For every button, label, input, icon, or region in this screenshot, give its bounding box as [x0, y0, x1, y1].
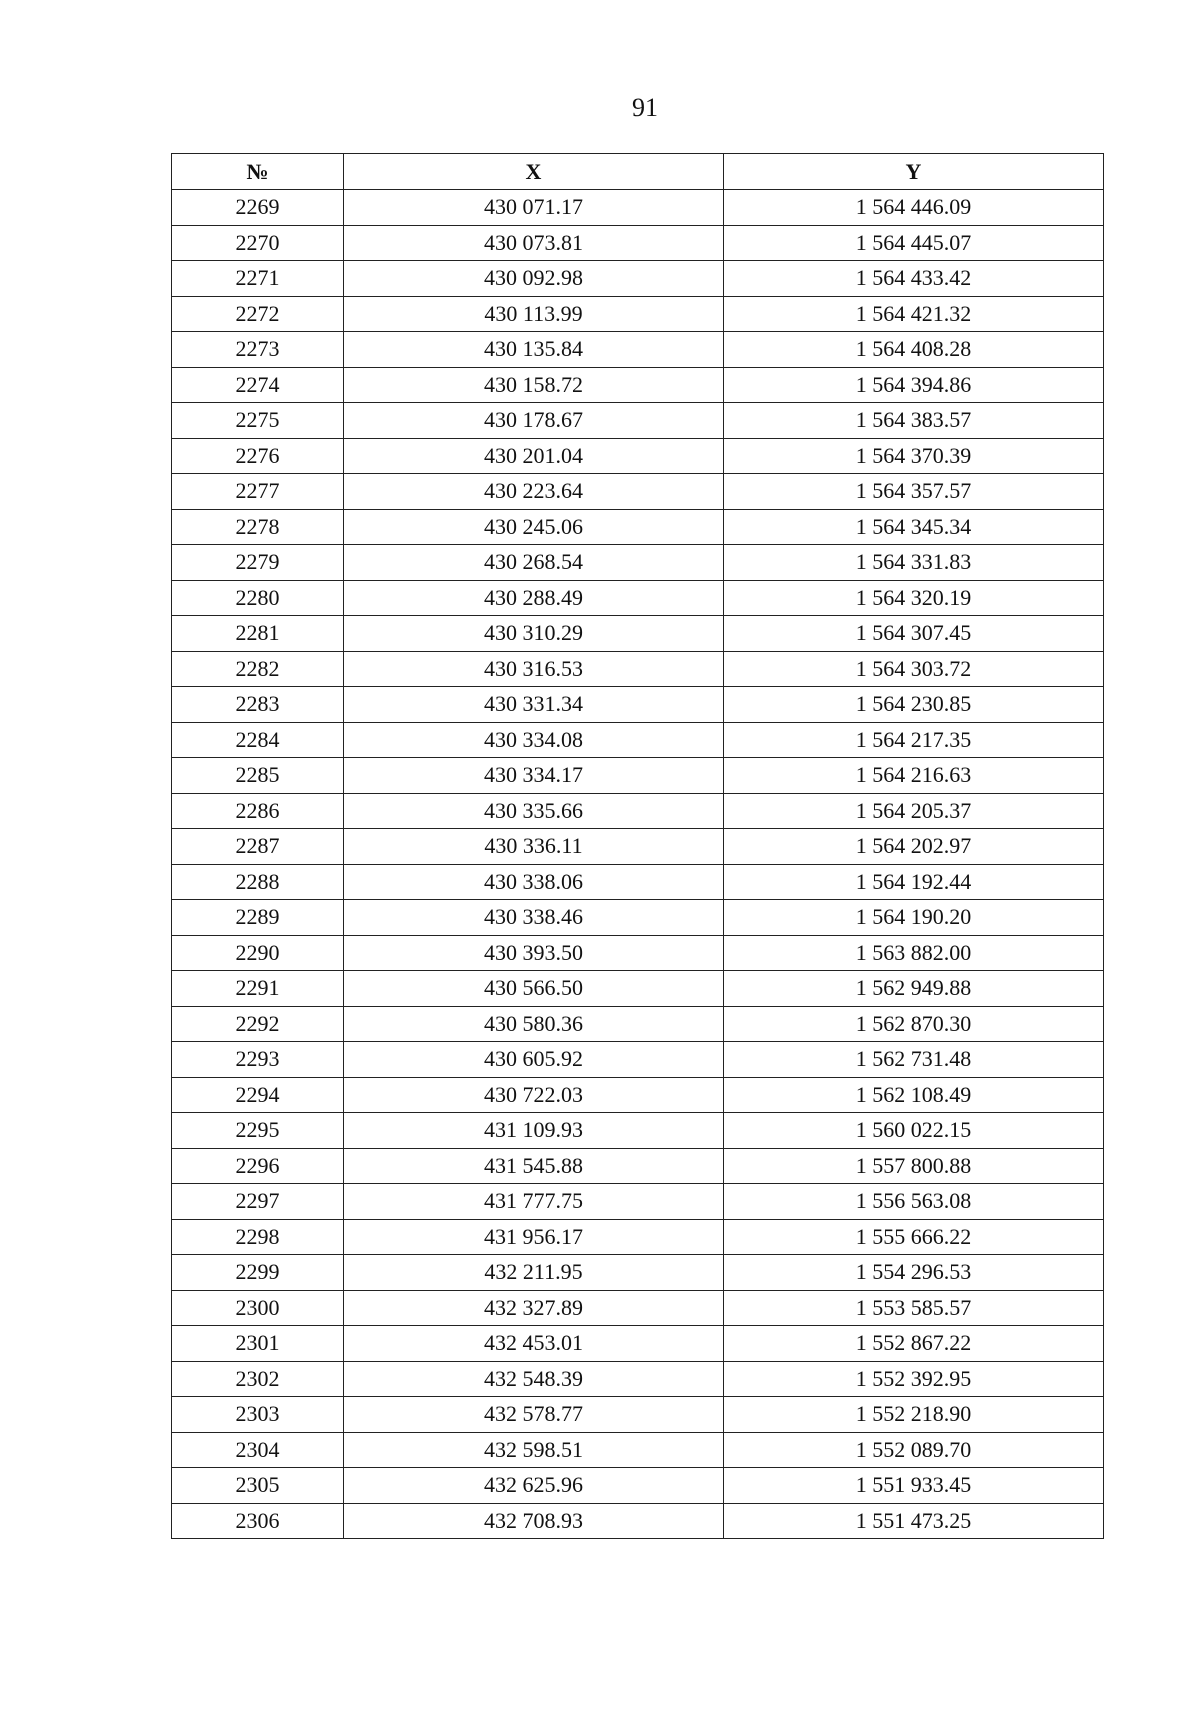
page-number: 91	[632, 93, 658, 122]
cell-y: 1 564 190.20	[724, 900, 1104, 936]
cell-y: 1 564 202.97	[724, 829, 1104, 865]
table-row	[172, 474, 1104, 510]
cell-x: 431 777.75	[344, 1184, 724, 1220]
cell-y: 1 564 394.86	[724, 367, 1104, 403]
table-header-row	[172, 154, 1104, 190]
table-row	[172, 545, 1104, 581]
cell-x: 430 071.17	[344, 190, 724, 226]
cell-y: 1 552 392.95	[724, 1361, 1104, 1397]
cell-x: 430 338.06	[344, 864, 724, 900]
cell-x: 430 338.46	[344, 900, 724, 936]
cell-x: 430 073.81	[344, 225, 724, 261]
cell-number: 2290	[172, 935, 344, 971]
cell-number: 2302	[172, 1361, 344, 1397]
cell-y: 1 564 433.42	[724, 261, 1104, 297]
cell-number: 2278	[172, 509, 344, 545]
cell-x: 430 566.50	[344, 971, 724, 1007]
table-row	[172, 1077, 1104, 1113]
table-row	[172, 722, 1104, 758]
cell-x: 430 158.72	[344, 367, 724, 403]
cell-number: 2272	[172, 296, 344, 332]
cell-x: 430 178.67	[344, 403, 724, 439]
cell-x: 432 548.39	[344, 1361, 724, 1397]
cell-number: 2293	[172, 1042, 344, 1078]
table-row	[172, 1361, 1104, 1397]
cell-x: 430 310.29	[344, 616, 724, 652]
cell-y: 1 556 563.08	[724, 1184, 1104, 1220]
table-row	[172, 900, 1104, 936]
cell-y: 1 562 108.49	[724, 1077, 1104, 1113]
cell-x: 430 336.11	[344, 829, 724, 865]
table-row	[172, 864, 1104, 900]
cell-x: 431 956.17	[344, 1219, 724, 1255]
table-row	[172, 1113, 1104, 1149]
table-row	[172, 509, 1104, 545]
cell-x: 432 708.93	[344, 1503, 724, 1539]
coordinates-table	[171, 153, 1104, 1539]
cell-y: 1 564 331.83	[724, 545, 1104, 581]
table-row	[172, 1219, 1104, 1255]
cell-number: 2303	[172, 1397, 344, 1433]
cell-y: 1 562 870.30	[724, 1006, 1104, 1042]
cell-x: 430 288.49	[344, 580, 724, 616]
cell-x: 430 335.66	[344, 793, 724, 829]
cell-y: 1 564 230.85	[724, 687, 1104, 723]
cell-x: 430 092.98	[344, 261, 724, 297]
cell-number: 2271	[172, 261, 344, 297]
table-row	[172, 1184, 1104, 1220]
cell-x: 430 113.99	[344, 296, 724, 332]
cell-x: 430 201.04	[344, 438, 724, 474]
cell-y: 1 564 303.72	[724, 651, 1104, 687]
table-row	[172, 296, 1104, 332]
cell-x: 431 109.93	[344, 1113, 724, 1149]
cell-number: 2273	[172, 332, 344, 368]
cell-number: 2277	[172, 474, 344, 510]
table-row	[172, 1006, 1104, 1042]
cell-y: 1 564 370.39	[724, 438, 1104, 474]
cell-x: 430 268.54	[344, 545, 724, 581]
cell-number: 2282	[172, 651, 344, 687]
cell-x: 430 722.03	[344, 1077, 724, 1113]
column-header-y: Y	[724, 154, 1104, 190]
cell-x: 430 223.64	[344, 474, 724, 510]
cell-x: 430 580.36	[344, 1006, 724, 1042]
cell-number: 2269	[172, 190, 344, 226]
cell-y: 1 553 585.57	[724, 1290, 1104, 1326]
cell-x: 432 578.77	[344, 1397, 724, 1433]
cell-y: 1 562 949.88	[724, 971, 1104, 1007]
cell-x: 430 334.08	[344, 722, 724, 758]
table-row	[172, 403, 1104, 439]
cell-number: 2283	[172, 687, 344, 723]
cell-y: 1 564 307.45	[724, 616, 1104, 652]
table-row	[172, 1432, 1104, 1468]
cell-y: 1 554 296.53	[724, 1255, 1104, 1291]
cell-number: 2298	[172, 1219, 344, 1255]
cell-x: 430 331.34	[344, 687, 724, 723]
cell-x: 430 316.53	[344, 651, 724, 687]
cell-y: 1 551 473.25	[724, 1503, 1104, 1539]
table-row	[172, 935, 1104, 971]
cell-number: 2301	[172, 1326, 344, 1362]
table-row	[172, 793, 1104, 829]
table-row	[172, 829, 1104, 865]
table-row	[172, 225, 1104, 261]
cell-number: 2270	[172, 225, 344, 261]
cell-number: 2300	[172, 1290, 344, 1326]
cell-y: 1 552 867.22	[724, 1326, 1104, 1362]
table-row	[172, 1397, 1104, 1433]
cell-x: 430 245.06	[344, 509, 724, 545]
cell-number: 2279	[172, 545, 344, 581]
table-row	[172, 651, 1104, 687]
cell-number: 2306	[172, 1503, 344, 1539]
cell-y: 1 562 731.48	[724, 1042, 1104, 1078]
cell-y: 1 564 383.57	[724, 403, 1104, 439]
table-row	[172, 580, 1104, 616]
cell-number: 2281	[172, 616, 344, 652]
column-header-number: №	[172, 154, 344, 190]
cell-number: 2285	[172, 758, 344, 794]
table-row	[172, 261, 1104, 297]
cell-number: 2304	[172, 1432, 344, 1468]
cell-x: 430 393.50	[344, 935, 724, 971]
cell-number: 2295	[172, 1113, 344, 1149]
cell-number: 2276	[172, 438, 344, 474]
cell-number: 2294	[172, 1077, 344, 1113]
cell-number: 2289	[172, 900, 344, 936]
cell-x: 431 545.88	[344, 1148, 724, 1184]
cell-x: 430 334.17	[344, 758, 724, 794]
cell-x: 430 135.84	[344, 332, 724, 368]
table-row	[172, 190, 1104, 226]
cell-y: 1 564 217.35	[724, 722, 1104, 758]
cell-x: 432 625.96	[344, 1468, 724, 1504]
cell-y: 1 564 357.57	[724, 474, 1104, 510]
cell-x: 432 598.51	[344, 1432, 724, 1468]
table-row	[172, 1326, 1104, 1362]
table-row	[172, 438, 1104, 474]
cell-y: 1 551 933.45	[724, 1468, 1104, 1504]
cell-x: 432 327.89	[344, 1290, 724, 1326]
cell-number: 2299	[172, 1255, 344, 1291]
column-header-x: X	[344, 154, 724, 190]
cell-y: 1 564 445.07	[724, 225, 1104, 261]
cell-x: 432 211.95	[344, 1255, 724, 1291]
cell-y: 1 557 800.88	[724, 1148, 1104, 1184]
cell-y: 1 564 216.63	[724, 758, 1104, 794]
cell-x: 432 453.01	[344, 1326, 724, 1362]
cell-y: 1 552 089.70	[724, 1432, 1104, 1468]
cell-y: 1 555 666.22	[724, 1219, 1104, 1255]
table-row	[172, 758, 1104, 794]
table-row	[172, 1255, 1104, 1291]
table-row	[172, 1148, 1104, 1184]
cell-number: 2296	[172, 1148, 344, 1184]
table-row	[172, 1468, 1104, 1504]
cell-number: 2305	[172, 1468, 344, 1504]
cell-number: 2291	[172, 971, 344, 1007]
cell-number: 2286	[172, 793, 344, 829]
cell-y: 1 552 218.90	[724, 1397, 1104, 1433]
cell-y: 1 564 320.19	[724, 580, 1104, 616]
cell-x: 430 605.92	[344, 1042, 724, 1078]
table-row	[172, 687, 1104, 723]
cell-number: 2288	[172, 864, 344, 900]
table-row	[172, 971, 1104, 1007]
cell-number: 2287	[172, 829, 344, 865]
cell-y: 1 564 205.37	[724, 793, 1104, 829]
cell-y: 1 564 345.34	[724, 509, 1104, 545]
cell-number: 2275	[172, 403, 344, 439]
table-row	[172, 1042, 1104, 1078]
cell-number: 2280	[172, 580, 344, 616]
cell-y: 1 564 408.28	[724, 332, 1104, 368]
cell-number: 2274	[172, 367, 344, 403]
cell-y: 1 564 421.32	[724, 296, 1104, 332]
table-row	[172, 367, 1104, 403]
table-row	[172, 616, 1104, 652]
table-row	[172, 332, 1104, 368]
table-body	[172, 190, 1104, 1539]
table-row	[172, 1503, 1104, 1539]
cell-y: 1 563 882.00	[724, 935, 1104, 971]
cell-number: 2284	[172, 722, 344, 758]
table-row	[172, 1290, 1104, 1326]
cell-number: 2292	[172, 1006, 344, 1042]
cell-y: 1 564 446.09	[724, 190, 1104, 226]
cell-number: 2297	[172, 1184, 344, 1220]
cell-y: 1 560 022.15	[724, 1113, 1104, 1149]
cell-y: 1 564 192.44	[724, 864, 1104, 900]
